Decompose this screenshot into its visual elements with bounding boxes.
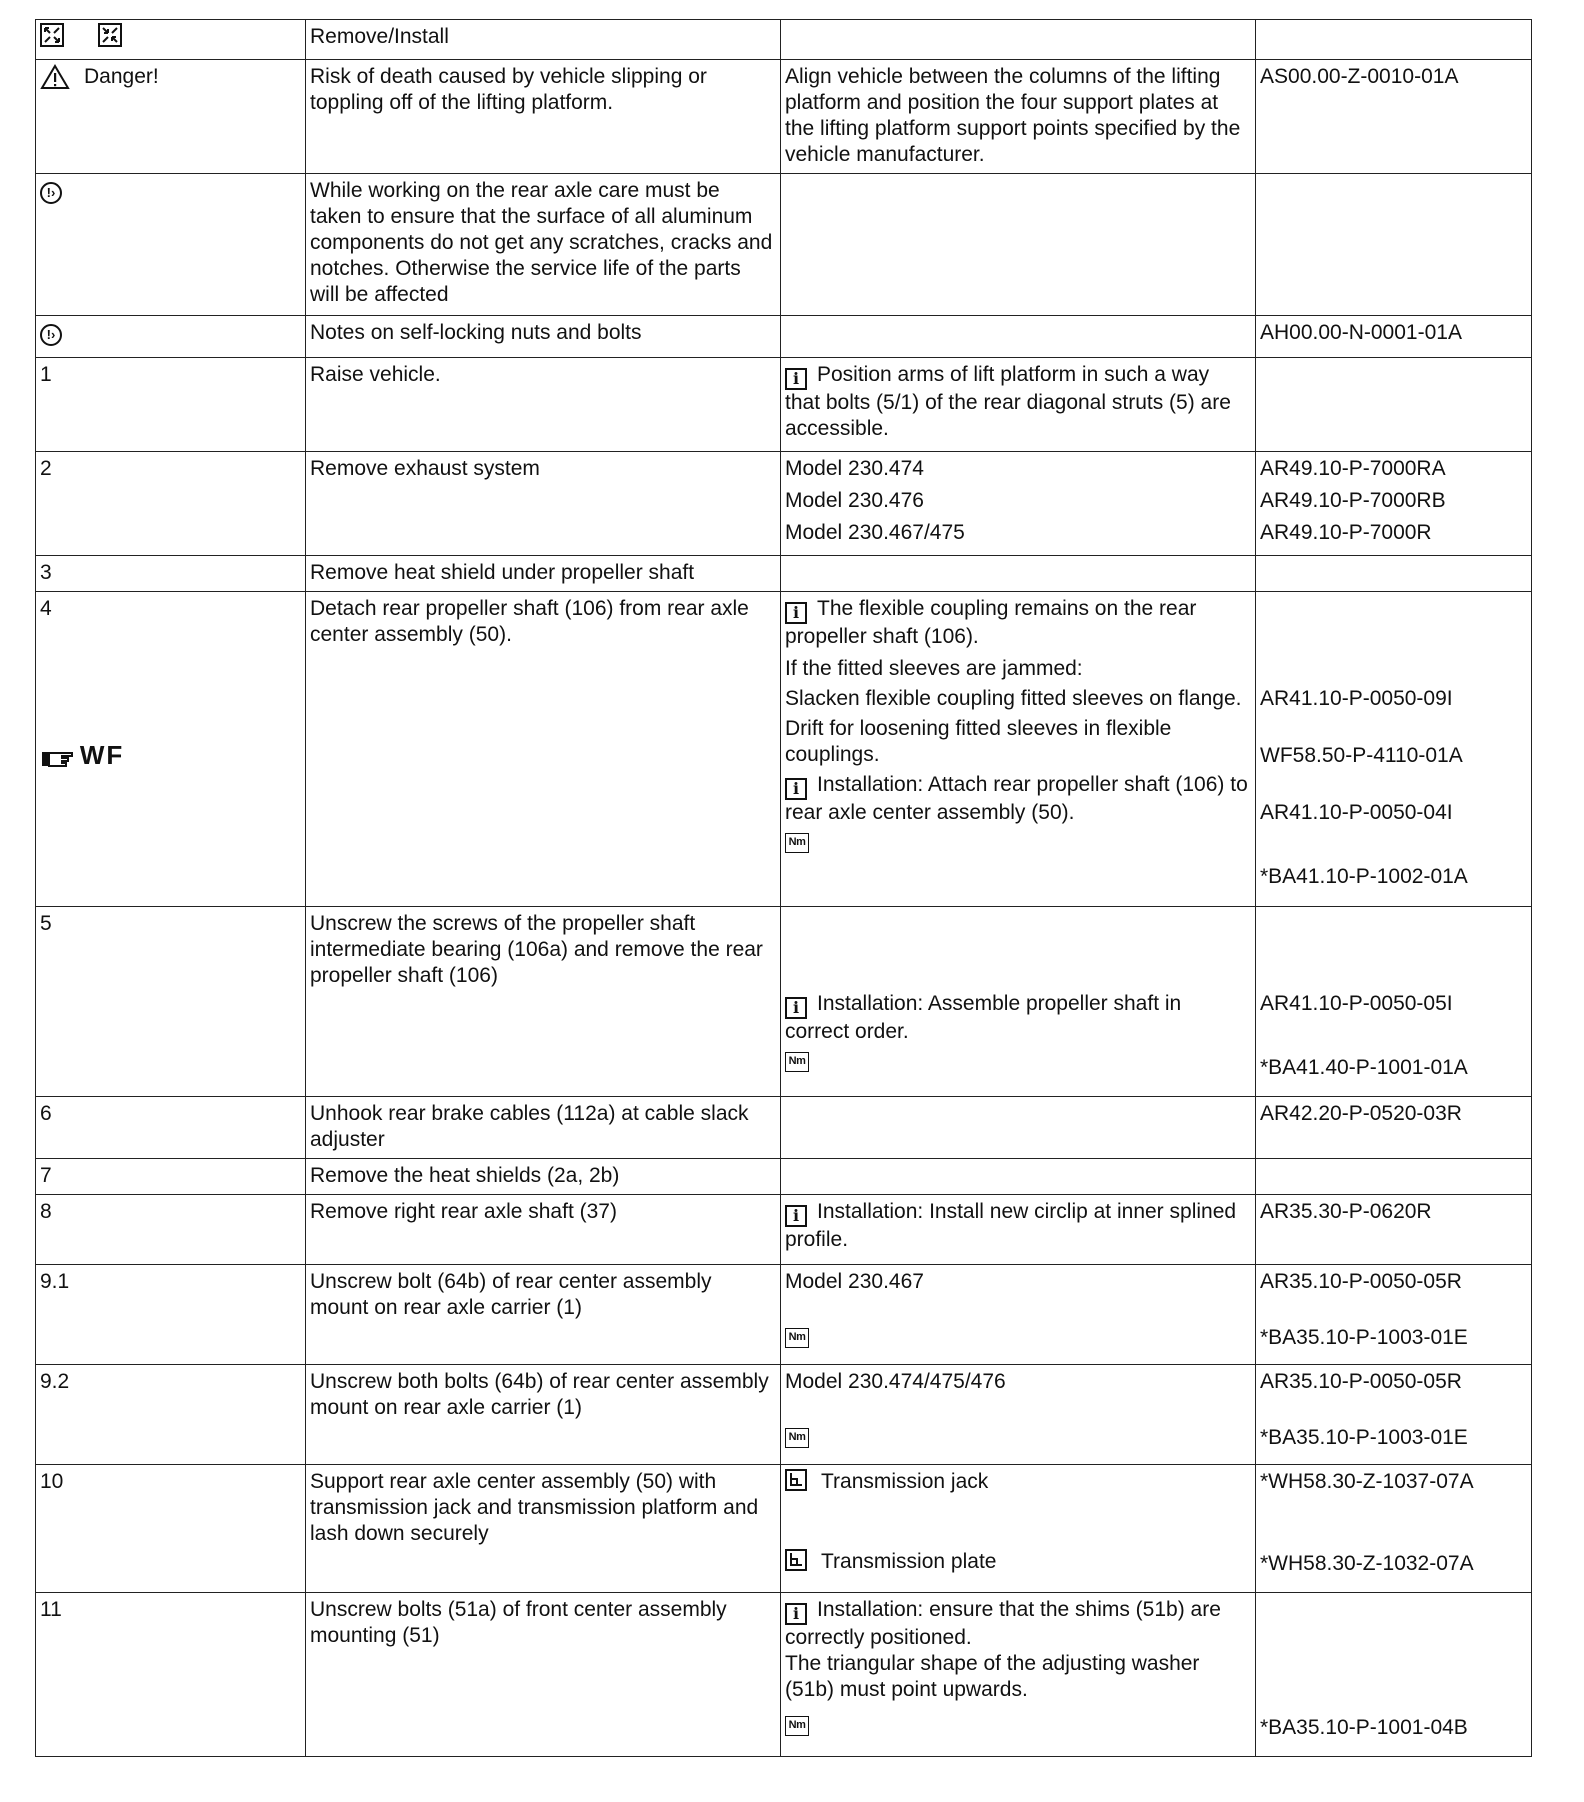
step-note: Drift for loosening fitted sleeves in flexible couplings. — [785, 717, 1172, 766]
ref-code: AR49.10-P-7000RA — [1260, 457, 1446, 480]
info-icon: i — [785, 778, 807, 800]
info-icon: i — [785, 368, 807, 390]
torque-icon: Nm — [785, 1428, 809, 1448]
danger-text: Risk of death caused by vehicle slipping or toppling off of the lifting platform. — [306, 60, 781, 174]
danger-row — [36, 60, 1532, 174]
ref-code: *WH58.30-Z-1032-07A — [1260, 1552, 1474, 1575]
ref-code: AR42.20-P-0520-03R — [1256, 1097, 1532, 1159]
step-number: 11 — [36, 1593, 306, 1757]
torque-icon: Nm — [785, 833, 809, 853]
ref-code: AR49.10-P-7000RB — [1260, 489, 1446, 512]
page-title: Remove/Install — [306, 20, 781, 60]
step-row — [36, 907, 1532, 1097]
header-row — [36, 20, 1532, 60]
special-tool-icon — [785, 1549, 807, 1571]
step-number: 5 — [36, 907, 306, 1097]
info-icon: i — [785, 1603, 807, 1625]
step-action: Detach rear propeller shaft (106) from rear axle center assembly (50). — [306, 592, 781, 907]
step-row — [36, 1159, 1532, 1195]
danger-instruction: Align vehicle between the columns of the lifting platform and position the four support plates at the lifting platform support points specified by the vehicle manufacturer. — [781, 60, 1256, 174]
step-action: Support rear axle center assembly (50) with transmission jack and transmission platform and lash down securely — [306, 1465, 781, 1593]
installation-text: Attach rear propeller shaft (106) to rear axle center assembly (50). — [785, 773, 1248, 824]
ref-code: AR41.10-P-0050-09I — [1260, 687, 1453, 710]
remove-install-icons — [36, 20, 306, 60]
note-row — [36, 174, 1532, 316]
warning-triangle-icon — [40, 64, 70, 90]
step-action: Unscrew bolt (64b) of rear center assembly mount on rear axle carrier (1) — [306, 1265, 781, 1365]
installation-text: Assemble propeller shaft in correct order. — [785, 992, 1182, 1043]
step-number: 7 — [36, 1159, 306, 1195]
step-action: Remove right rear axle shaft (37) — [306, 1195, 781, 1265]
step-row — [36, 1365, 1532, 1465]
note-text: While working on the rear axle care must be taken to ensure that the surface of all aluminum components do not get any scratches, cracks and notches. Otherwise the service life of the parts will be affected — [306, 174, 781, 316]
installation-label: Installation: — [817, 1598, 924, 1621]
step-action: Raise vehicle. — [306, 358, 781, 452]
step-action: Remove heat shield under propeller shaft — [306, 556, 781, 592]
ref-code: WF58.50-P-4110-01A — [1260, 744, 1463, 767]
info-icon: i — [785, 1205, 807, 1227]
note-icon: !› — [40, 182, 62, 204]
installation-label: Installation: — [817, 773, 924, 796]
ref-code: *BA35.10-P-1001-04B — [1260, 1716, 1468, 1739]
step-row — [36, 358, 1532, 452]
step-number: 9.2 — [36, 1365, 306, 1465]
step-action: Remove exhaust system — [306, 452, 781, 556]
step-note: Slacken flexible coupling fitted sleeves on flange. — [785, 687, 1242, 710]
ref-code: *WH58.30-Z-1037-07A — [1260, 1470, 1474, 1493]
model-label: Model 230.467/475 — [785, 521, 965, 544]
install-icon — [98, 23, 122, 47]
note-text: Notes on self-locking nuts and bolts — [306, 316, 781, 358]
step-action: Unscrew the screws of the propeller shaft intermediate bearing (106a) and remove the rear propeller shaft (106) — [306, 907, 781, 1097]
note-ref: AH00.00-N-0001-01A — [1256, 316, 1532, 358]
note-icon: !› — [40, 324, 62, 346]
wf-label: WF — [79, 740, 125, 770]
ref-code: *BA41.10-P-1002-01A — [1260, 865, 1468, 888]
note-row — [36, 316, 1532, 358]
info-icon: i — [785, 602, 807, 624]
procedure-table — [35, 19, 1532, 1757]
info-icon: i — [785, 997, 807, 1019]
special-tool-icon — [785, 1469, 807, 1491]
step-action: Unhook rear brake cables (112a) at cable slack adjuster — [306, 1097, 781, 1159]
model-label: Model 230.474 — [785, 457, 924, 480]
step-action: Remove the heat shields (2a, 2b) — [306, 1159, 781, 1195]
step-note: If the fitted sleeves are jammed: — [785, 657, 1083, 680]
step-number: 8 — [36, 1195, 306, 1265]
ref-code: *BA41.40-P-1001-01A — [1260, 1056, 1468, 1079]
step-number: 3 — [36, 556, 306, 592]
remove-icon — [40, 23, 64, 47]
step-note: Position arms of lift platform in such a way that bolts (5/1) of the rear diagonal struts (5) are accessible. — [785, 363, 1231, 440]
ref-code: AR41.10-P-0050-05I — [1260, 992, 1453, 1015]
tool-name: Transmission plate — [821, 1550, 997, 1573]
ref-code: *BA35.10-P-1003-01E — [1260, 1426, 1468, 1449]
ref-code: AR49.10-P-7000R — [1260, 521, 1432, 544]
step-number: 9.1 — [36, 1265, 306, 1365]
step-note: The triangular shape of the adjusting washer (51b) must point upwards. — [785, 1652, 1200, 1701]
ref-code: AR35.30-P-0620R — [1256, 1195, 1532, 1265]
danger-ref: AS00.00-Z-0010-01A — [1256, 60, 1532, 174]
step-number: 6 — [36, 1097, 306, 1159]
step-number: 1 — [36, 358, 306, 452]
torque-icon: Nm — [785, 1328, 809, 1348]
step-row — [36, 1593, 1532, 1757]
ref-code: AR35.10-P-0050-05R — [1260, 1370, 1462, 1393]
step-row — [36, 1097, 1532, 1159]
installation-text: Install new circlip at inner splined profile. — [785, 1200, 1237, 1251]
step-action: Unscrew both bolts (64b) of rear center assembly mount on rear axle carrier (1) — [306, 1365, 781, 1465]
step-action: Unscrew bolts (51a) of front center assembly mounting (51) — [306, 1593, 781, 1757]
step-row — [36, 592, 1532, 907]
step-number: 10 — [36, 1465, 306, 1593]
step-number: 2 — [36, 452, 306, 556]
torque-icon: Nm — [785, 1052, 809, 1072]
installation-label: Installation: — [817, 1200, 924, 1223]
model-label: Model 230.474/475/476 — [785, 1370, 1006, 1393]
model-label: Model 230.476 — [785, 489, 924, 512]
procedure-document — [35, 19, 1531, 1757]
step-row — [36, 556, 1532, 592]
step-number: 4 — [40, 597, 52, 620]
ref-code: *BA35.10-P-1003-01E — [1260, 1326, 1468, 1349]
ref-code: AR35.10-P-0050-05R — [1260, 1270, 1462, 1293]
installation-label: Installation: — [817, 992, 924, 1015]
step-row — [36, 1465, 1532, 1593]
pointing-hand-icon — [40, 746, 74, 770]
ref-code: AR41.10-P-0050-04I — [1260, 801, 1453, 824]
danger-label: Danger! — [84, 65, 159, 88]
tool-name: Transmission jack — [821, 1470, 989, 1493]
workshop-aids — [40, 742, 124, 771]
torque-icon: Nm — [785, 1716, 809, 1736]
installation-text: ensure that the shims (51b) are correctly positioned. — [785, 1598, 1221, 1649]
step-row — [36, 1195, 1532, 1265]
step-note: The flexible coupling remains on the rear propeller shaft (106). — [785, 597, 1197, 648]
model-label: Model 230.467 — [785, 1270, 924, 1293]
step-row — [36, 452, 1532, 556]
step-row — [36, 1265, 1532, 1365]
